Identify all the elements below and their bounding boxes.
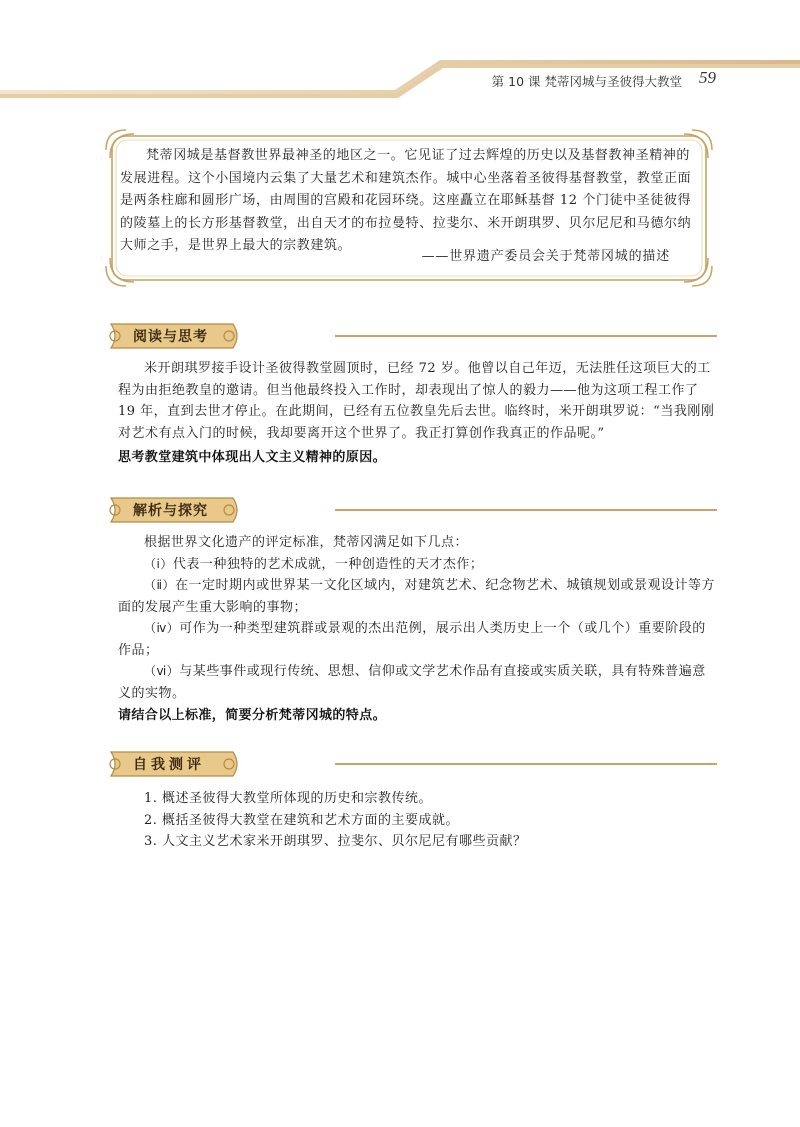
analysis-question: 请结合以上标准，简要分析梵蒂冈城的特点。 (118, 708, 387, 723)
section-header-reading (105, 320, 717, 352)
section-header-self-test (105, 748, 717, 780)
quote-source: ——世界遗产委员会关于梵蒂冈城的描述 (421, 249, 670, 264)
section-divider (335, 509, 717, 511)
quote-text: 梵蒂冈城是基督教世界最神圣的地区之一。它见证了过去辉煌的历史以及基督教神圣精神的发展进程。这个小国境内云集了大量艺术和建筑杰作。城中心坐落着圣彼得基督教堂，教堂正面是两条柱廊和圆形广场，由周围的宫殿和花园环绕。这座矗立在耶稣基督 12 个门徒中圣徒彼得的陵墓上的长方形基督教堂，出自天才的布拉曼特、拉斐尔、米开朗琪罗、贝尔尼尼和马德尔纳大师之手，是世界上最大的宗教建筑。 (120, 148, 692, 253)
list-item: 3. 人文主义艺术家米开朗琪罗、拉斐尔、贝尔尼尼有哪些贡献？ (144, 834, 527, 849)
analysis-intro: 根据世界文化遗产的评定标准，梵蒂冈满足如下几点： (144, 535, 469, 550)
criterion-item: （ⅳ）可作为一种类型建筑群或景观的杰出范例，展示出人类历史上一个（或几个）重要阶段的作品； (118, 621, 706, 658)
section-title: 阅读与思考 (133, 329, 208, 345)
criterion-item: （ⅵ）与某些事件或现行传统、思想、信仰或文学艺术作品有直接或实质关联，具有特殊普遍意义的实物。 (118, 664, 706, 701)
page-number: 59 (699, 68, 716, 87)
lesson-title: 第 10 课 梵蒂冈城与圣彼得大教堂 (491, 74, 682, 89)
reading-question: 思考教堂建筑中体现出人文主义精神的原因。 (118, 450, 387, 465)
page-header (0, 0, 800, 100)
section-title: 自我测评 (133, 757, 205, 773)
section-title: 解析与探究 (133, 503, 208, 519)
list-item: 2. 概括圣彼得大教堂在建筑和艺术方面的主要成就。 (144, 812, 460, 828)
reading-paragraph: 米开朗琪罗接手设计圣彼得教堂圆顶时，已经 72 岁。他曾以自己年迈，无法胜任这项巨大的工程为由拒绝教皇的邀请。但当他最终投入工作时，却表现出了惊人的毅力——他为这项工程工作了 19 年，直到去世才停止。在此期间，已经有五位教皇先后去世。临终时，米开朗琪罗说：“当我刚刚对艺术有点入门的时候，我却要离开这个世界了。我正打算创作我真正的作品呢。” (118, 361, 715, 441)
self-test-list (118, 788, 716, 853)
criterion-item: （ⅰ）代表一种独特的艺术成就，一种创造性的天才杰作； (144, 556, 484, 572)
analysis-body (118, 532, 716, 704)
criterion-item: （ⅱ）在一定时期内或世界某一文化区域内，对建筑艺术、纪念物艺术、城镇规划或景观设计等方面的发展产生重大影响的事物； (118, 578, 716, 615)
list-item: 1. 概述圣彼得大教堂所体现的历史和宗教传统。 (144, 791, 433, 806)
section-header-analysis (105, 494, 717, 526)
section-divider (335, 335, 717, 337)
section-divider (335, 763, 717, 765)
